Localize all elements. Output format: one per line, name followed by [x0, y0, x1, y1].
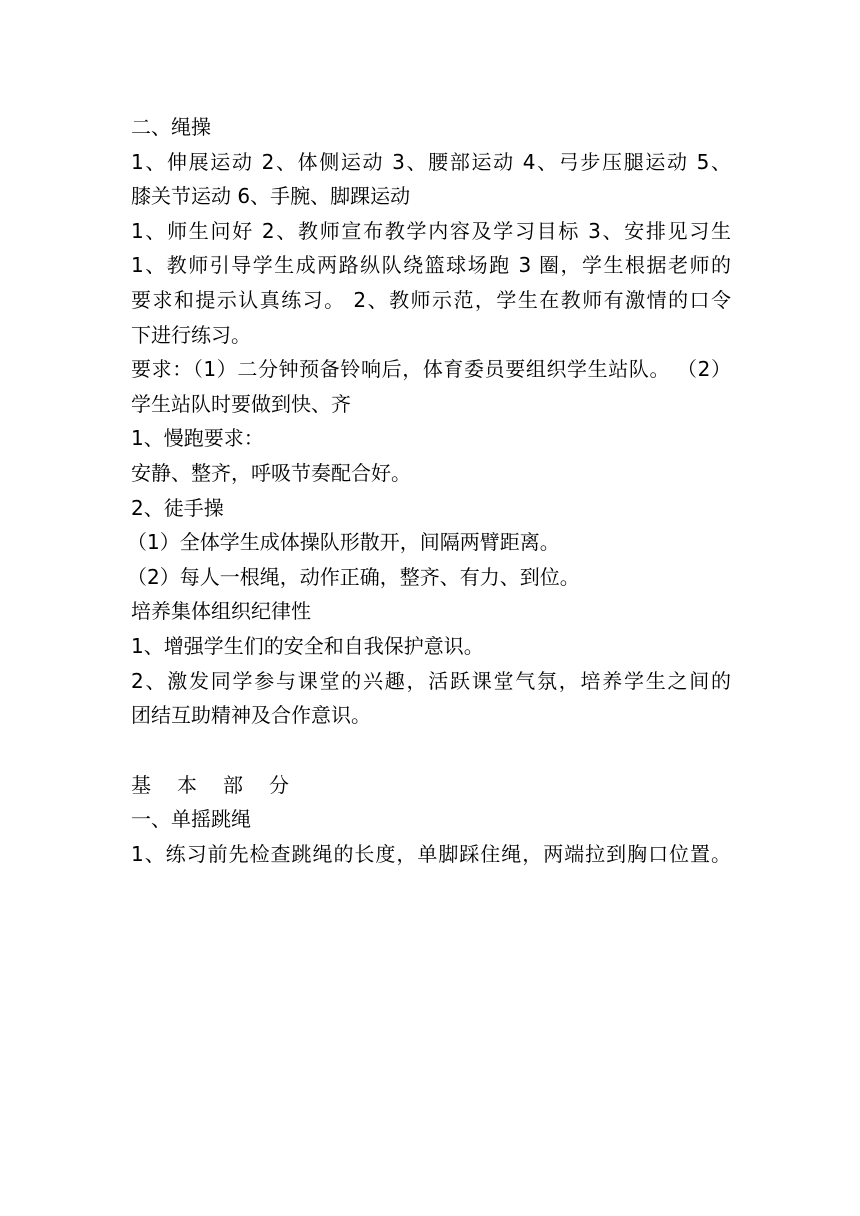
paragraph-line: （2）每人一根绳，动作正确，整齐、有力、到位。 — [127, 564, 580, 589]
paragraph-line: 1、增强学生们的安全和自我保护意识。 — [131, 633, 484, 658]
heading-char: 基 — [131, 772, 151, 797]
section-heading-basic-part — [131, 768, 731, 803]
paragraph-line: 2、徒手操 — [131, 495, 224, 520]
heading-char: 本 — [177, 772, 197, 797]
heading-single-rope-jump: 一、单摇跳绳 — [131, 807, 251, 832]
paragraph-line: 下进行练习。 — [131, 322, 251, 347]
paragraph-line: 1、师生问好 2、教师宣布教学内容及学习目标 3、安排见习生 — [131, 218, 731, 243]
paragraph-line: 要求：（1）二分钟预备铃响后，体育委员要组织学生站队。 （2） — [131, 357, 731, 382]
paragraph-line: 1、教师引导学生成两路纵队绕篮球场跑 3 圈，学生根据老师的 — [131, 253, 731, 278]
heading-rope-exercise: 二、绳操 — [131, 115, 211, 139]
paragraph-line: （1）全体学生成体操队形散开，间隔两臂距离。 — [127, 530, 560, 555]
paragraph-line: 培养集体组织纪律性 — [131, 599, 311, 624]
paragraph-line: 膝关节运动 6、手腕、脚踝运动 — [131, 184, 411, 209]
paragraph-line: 2、激发同学参与课堂的兴趣，活跃课堂气氛，培养学生之间的 — [131, 668, 731, 693]
paragraph-line: 安静、整齐，呼吸节奏配合好。 — [131, 460, 411, 485]
paragraph-line: 学生站队时要做到快、齐 — [131, 391, 351, 416]
heading-char: 分 — [269, 772, 289, 797]
paragraph-line: 团结互助精神及合作意识。 — [131, 703, 371, 728]
document-page — [127, 110, 731, 871]
paragraph-line: 要求和提示认真练习。 2、教师示范，学生在教师有激情的口令 — [131, 287, 731, 312]
paragraph-line: 1、练习前先检查跳绳的长度，单脚踩住绳，两端拉到胸口位置。 — [131, 841, 731, 866]
heading-char: 部 — [223, 772, 243, 797]
paragraph-line: 1、伸展运动 2、体侧运动 3、腰部运动 4、弓步压腿运动 5、 — [131, 149, 731, 174]
blank-line — [131, 733, 731, 768]
paragraph-line: 1、慢跑要求： — [131, 426, 264, 451]
